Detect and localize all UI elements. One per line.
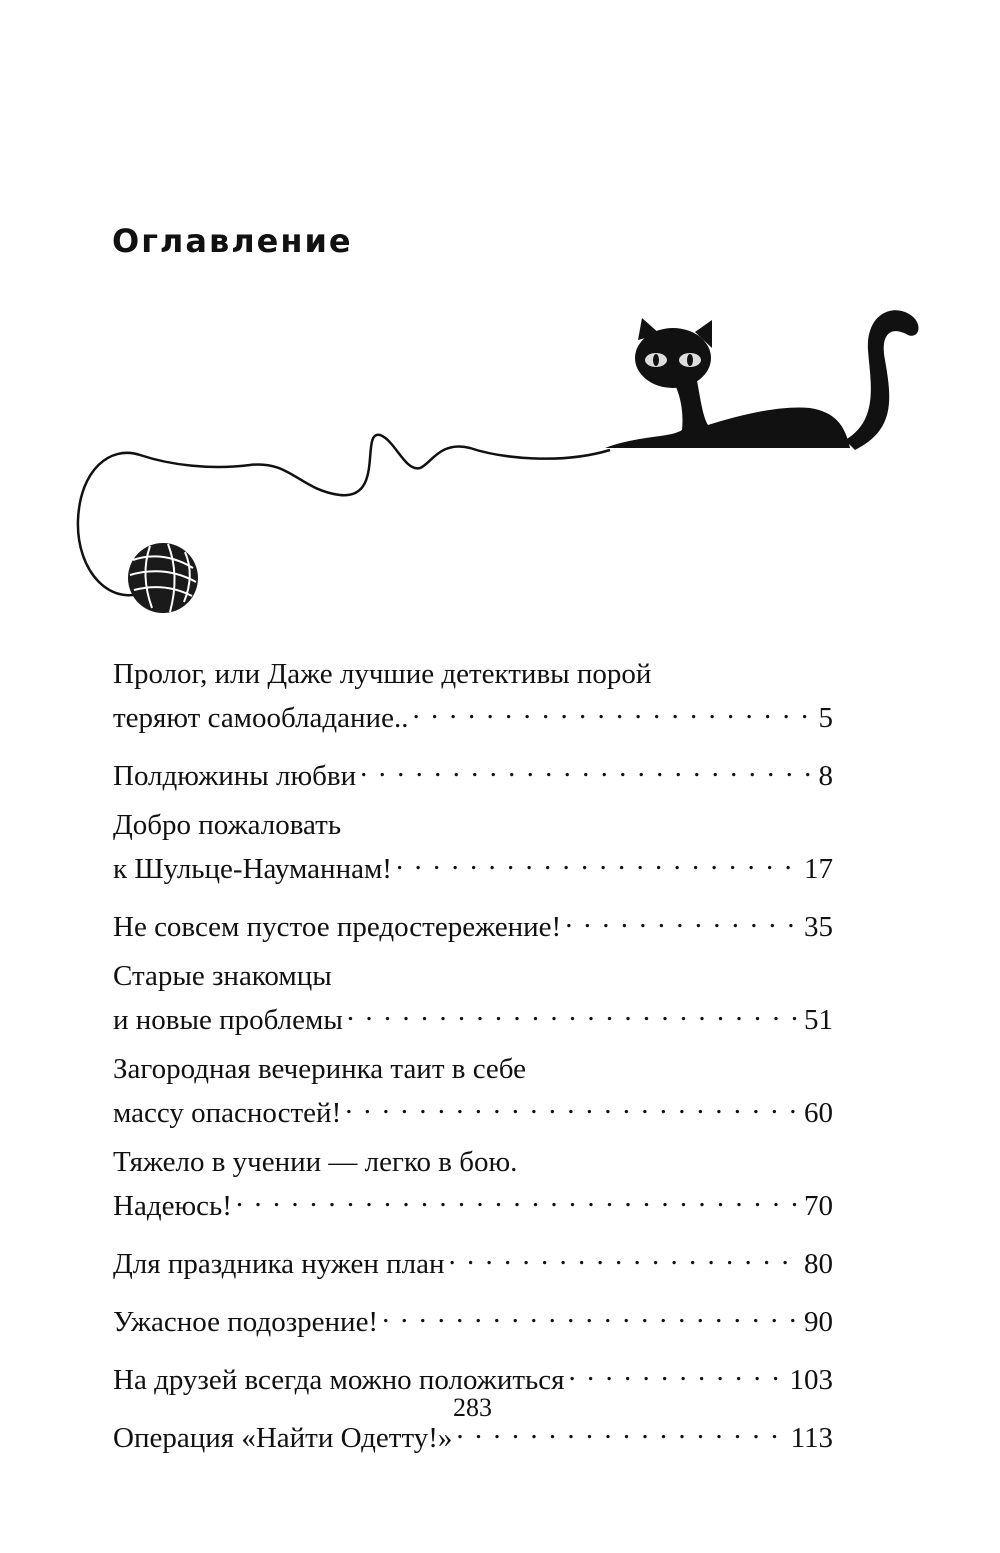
toc-entry-page: 8 xyxy=(818,760,833,792)
toc-entry[interactable] xyxy=(113,1052,833,1131)
dot-leader xyxy=(382,1296,800,1331)
toc-entry-line: Старые знакомцы xyxy=(113,960,332,992)
toc-entry-page: 5 xyxy=(818,702,833,734)
dot-leader xyxy=(345,1087,800,1122)
dot-leader xyxy=(449,1238,800,1273)
toc-entry-title: Ужасное подозрение! xyxy=(113,1306,379,1338)
toc-entry-line: Загородная вечеринка таит в себе xyxy=(113,1053,527,1085)
toc-entry-line: Пролог, или Даже лучшие детективы порой xyxy=(113,658,652,690)
dot-leader xyxy=(347,994,800,1029)
toc-entry-line: Тяжело в учении — легко в бою. xyxy=(113,1146,518,1178)
dot-leader xyxy=(568,1354,785,1389)
toc-entry[interactable] xyxy=(113,1296,833,1340)
toc-entry-page: 80 xyxy=(804,1248,833,1280)
toc-entry[interactable] xyxy=(113,808,833,887)
yarn-ball-icon xyxy=(128,543,198,613)
toc-entry[interactable] xyxy=(113,901,833,945)
toc-entry-line: Добро пожаловать xyxy=(113,809,342,841)
dot-leader xyxy=(396,843,800,878)
toc-entry-last-line xyxy=(113,901,833,945)
toc-entry-page: 113 xyxy=(790,1422,833,1454)
toc-entry-title: к Шульце-Науманнам! xyxy=(113,853,392,885)
toc-entry-last-line xyxy=(113,1296,833,1340)
toc-entry-last-line xyxy=(113,692,833,736)
toc-entry[interactable] xyxy=(113,1145,833,1224)
dot-leader xyxy=(236,1180,800,1215)
toc-entry-last-line xyxy=(113,1354,833,1398)
toc-entry-title: массу опасностей! xyxy=(113,1097,342,1129)
toc-entry-page: 60 xyxy=(804,1097,833,1129)
toc-entry-title: На друзей всегда можно положиться xyxy=(113,1364,565,1396)
toc-entry[interactable] xyxy=(113,1354,833,1398)
toc-entry-title: и новые проблемы xyxy=(113,1004,343,1036)
toc-entry-last-line xyxy=(113,1238,833,1282)
toc-entry-title: Полдюжины любви xyxy=(113,760,357,792)
toc-entry-page: 51 xyxy=(804,1004,833,1036)
page-number: 283 xyxy=(453,1393,492,1422)
dot-leader xyxy=(412,692,814,727)
toc-entry-page: 17 xyxy=(804,853,833,885)
toc-entry[interactable] xyxy=(113,959,833,1038)
toc-entry-title: Для праздника нужен план xyxy=(113,1248,445,1280)
toc-entry-title: Надеюсь! xyxy=(113,1190,232,1222)
cat-and-yarn-illustration xyxy=(0,290,1000,620)
toc-entry-last-line xyxy=(113,994,833,1038)
toc-entry-page: 35 xyxy=(804,911,833,943)
toc-entry-page: 70 xyxy=(804,1190,833,1222)
toc-entry-page: 90 xyxy=(804,1306,833,1338)
toc-entry[interactable] xyxy=(113,1238,833,1282)
toc-entry-last-line xyxy=(113,1087,833,1131)
toc-entry-last-line xyxy=(113,843,833,887)
toc-entry[interactable] xyxy=(113,750,833,794)
dot-leader xyxy=(360,750,814,785)
toc-entry-title: Не совсем пустое предостережение! xyxy=(113,911,562,943)
toc-entry[interactable] xyxy=(113,657,833,736)
toc-entry-last-line xyxy=(113,1180,833,1224)
toc-entry-last-line xyxy=(113,750,833,794)
toc-entry-title: теряют самообладание.. xyxy=(113,702,409,734)
toc-entry-page: 103 xyxy=(789,1364,833,1396)
dot-leader xyxy=(565,901,800,936)
page-title: Оглавление xyxy=(112,222,353,260)
toc-entry-title: Операция «Найти Одетту!» xyxy=(113,1422,453,1454)
table-of-contents xyxy=(113,657,833,1470)
black-cat-icon xyxy=(605,310,919,450)
